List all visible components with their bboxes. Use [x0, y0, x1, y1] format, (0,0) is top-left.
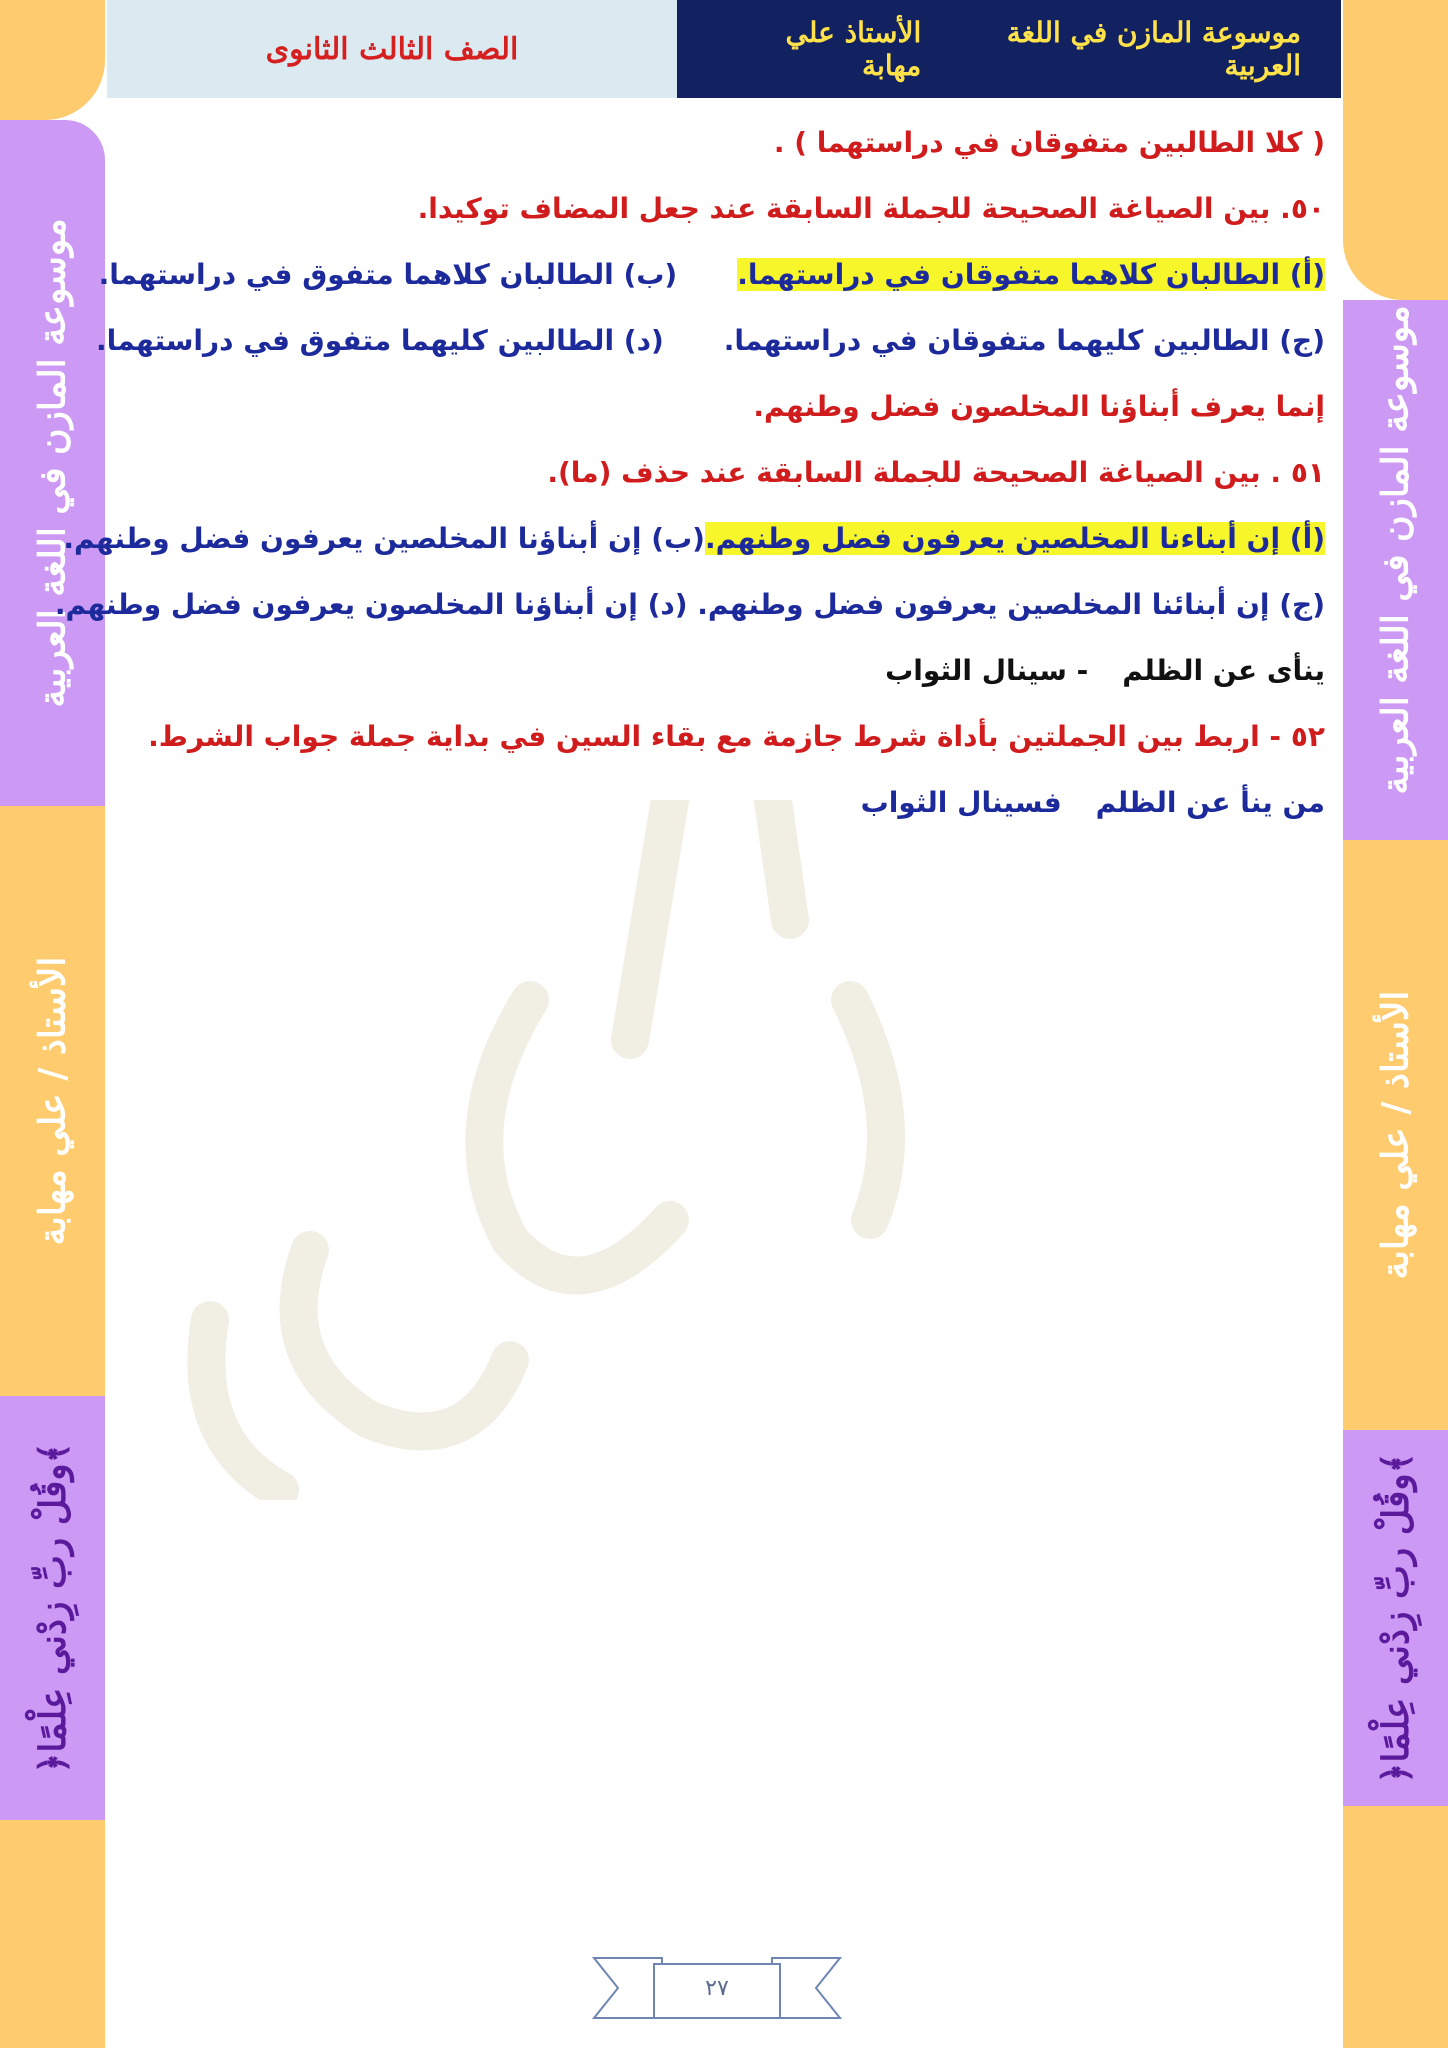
question-51-option-a-correct[interactable]: (أ) إن أبناءنا المخلصين يعرفون فضل وطنهم.	[704, 522, 1325, 555]
question-51: ٥١ . بين الصياغة الصحيحة للجملة السابقة عند حذف (ما).	[547, 456, 1325, 489]
question-51-options-row-2	[54, 572, 1325, 638]
header-grade: الصف الثالث الثانوى	[265, 31, 519, 67]
right-teacher-label-container	[1343, 840, 1448, 1430]
header-grade-panel	[107, 0, 677, 98]
watermark-stroke-5	[206, 1320, 280, 1490]
left-top-cap	[0, 0, 105, 120]
header-title-panel	[677, 0, 1341, 98]
page-header	[107, 0, 1341, 98]
header-teacher: الأستاذ علي مهابة	[785, 16, 922, 82]
right-top-cap	[1343, 0, 1448, 300]
question-50-option-d[interactable]: (د) الطالبين كليهما متفوق في دراستهما.	[96, 324, 664, 357]
left-verse-container	[0, 1396, 105, 1820]
answer-52-part-1: من ينأ عن الظلم	[1095, 786, 1325, 819]
watermark-stroke-3	[484, 1000, 670, 1276]
right-side-column	[1343, 0, 1448, 2048]
page-number-banner	[592, 1950, 842, 2026]
right-encyclopedia-label: موسوعة المازن في اللغة العربية	[1374, 305, 1417, 795]
left-teacher-label-container	[0, 806, 105, 1396]
example-sentence-51: إنما يعرف أبناؤنا المخلصون فضل وطنهم.	[753, 390, 1325, 423]
left-encyclopedia-label-container	[0, 120, 105, 806]
question-50-options-row-1	[98, 242, 1325, 308]
question-50-option-a-correct[interactable]: (أ) الطالبان كلاهما متفوقان في دراستهما.	[737, 258, 1325, 291]
page-number: ٢٧	[705, 1975, 729, 2001]
right-verse-label: ﴿وقُلْ ربِّ زِدْني عِلْمًا﴾	[1374, 1452, 1417, 1784]
watermark-stroke-6	[850, 1000, 886, 1220]
question-51-options-row-1	[63, 506, 1325, 572]
right-teacher-label: الأستاذ / علي مهابة	[1374, 990, 1417, 1280]
sentence-52-part-2: - سينال الثواب	[885, 654, 1089, 687]
question-52: ٥٢ - اربط بين الجملتين بأداة شرط جازمة مع بقاء السين في بداية جملة جواب الشرط.	[148, 720, 1325, 753]
left-bottom-band	[0, 1820, 105, 2048]
left-verse-label: ﴿وقُلْ ربِّ زِدْني عِلْمًا﴾	[31, 1442, 74, 1774]
right-bottom-band	[1343, 1806, 1448, 2048]
sentence-52-part-1: ينأى عن الظلم	[1122, 654, 1325, 687]
watermark-stroke-4	[299, 1250, 510, 1431]
right-verse-container	[1343, 1430, 1448, 1806]
question-51-option-d[interactable]: (د) إن أبناؤنا المخلصون يعرفون فضل وطنهم.	[54, 588, 688, 621]
watermark-stroke-1	[630, 800, 670, 1040]
question-50-options-row-2	[96, 308, 1325, 374]
example-sentence-50: ( كلا الطالبين متفوقان في دراستهما ) .	[773, 126, 1325, 159]
left-side-column	[0, 0, 105, 2048]
question-51-option-c[interactable]: (ج) إن أبنائنا المخلصين يعرفون فضل وطنهم.	[697, 588, 1325, 621]
answer-52	[120, 770, 1325, 836]
right-encyclopedia-label-container	[1343, 260, 1448, 840]
left-teacher-label: الأستاذ / علي مهابة	[31, 956, 74, 1246]
header-encyclopedia-title: موسوعة المازن في اللغة العربية	[1006, 16, 1301, 82]
answer-52-part-2: فسينال الثواب	[860, 786, 1062, 819]
question-50-option-b[interactable]: (ب) الطالبان كلاهما متفوق في دراستهما.	[98, 258, 678, 291]
watermark-calligraphy	[150, 800, 1050, 1500]
example-sentence-52	[120, 638, 1325, 704]
question-50: ٥٠. بين الصياغة الصحيحة للجملة السابقة عند جعل المضاف توكيدا.	[417, 192, 1325, 225]
question-content	[54, 110, 1325, 836]
question-50-option-c[interactable]: (ج) الطالبين كليهما متفوقان في دراستهما.	[723, 324, 1325, 357]
left-encyclopedia-label: موسوعة المازن في اللغة العربية	[31, 218, 74, 708]
question-51-option-b[interactable]: (ب) إن أبناؤنا المخلصين يعرفون فضل وطنهم.	[63, 522, 705, 555]
